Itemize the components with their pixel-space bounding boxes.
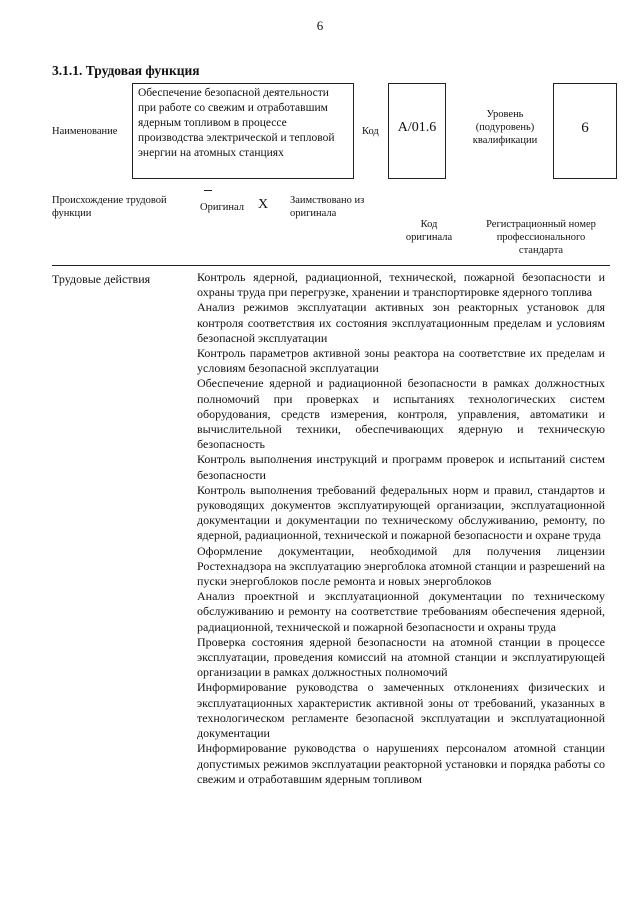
table-top-divider — [52, 265, 610, 266]
list-item: Контроль ядерной, радиационной, технической, пожарной безопасности и охраны труда при перегрузке, хранении и транспортировке ядерного топлива — [197, 270, 605, 300]
qualification-level-label: Уровень (подуровень) квалификации — [472, 109, 538, 146]
borrowed-label: Заимствовано из оригинала — [290, 195, 365, 219]
code-value-box: A/01.6 — [388, 83, 446, 179]
name-label: Наименование — [52, 126, 118, 137]
list-item: Информирование руководства о нарушениях персоналом атомной станции допустимых режимов эксплуатации реакторной установки и порядка работы со свежим и отработавшим ядерным топливом — [197, 741, 605, 786]
list-item: Анализ режимов эксплуатации активных зон реакторных установок для контроля соответствия их состояния эксплуатационным пределам и условиям безопасной эксплуатации — [197, 300, 605, 345]
qualification-level-box: 6 — [553, 83, 617, 179]
list-item: Проверка состояния ядерной безопасности на атомной станции в процессе эксплуатации, проведения комиссий на атомной станции и эксплуатирующей организации в рамках должностных полномочий — [197, 634, 605, 680]
list-item: Оформление документации, необходимой для получения лицензии Ростехнадзора на эксплуатацию энергоблока атомной станции и разрешений на пуски энергоблоков после ремонта и новых энергоблоков — [197, 543, 605, 589]
code-original-label: Код оригинала — [405, 219, 453, 243]
original-mark: X — [258, 197, 269, 212]
registration-number-label: Регистрационный номер профессионального стандарта — [486, 219, 596, 256]
function-name-box: Обеспечение безопасной деятельности при работе со свежим и отработавшим ядерным топливом в процессе производства электрической и тепловой энергии на атомных станциях — [132, 83, 354, 179]
code-label: Код — [362, 126, 379, 137]
section-title: 3.1.1. Трудовая функция — [52, 63, 200, 78]
list-item: Контроль выполнения требований федеральных норм и правил, стандартов и руководящих документов эксплуатирующей организации, эксплуатационной документации и документации по техническому обслуживанию, ремонту, по ядерной, радиационной, технической и пожарной безопасности и охране труда — [197, 482, 605, 543]
original-label: Оригинал — [200, 202, 244, 213]
list-item: Обеспечение ядерной и радиационной безопасности в рамках должностных полномочий при проверках и испытаниях технологических систем оборудования, средств измерения, контроля, управления, автоматики и вычислительной техники, обеспечивающих ядерную и техническую безопасность — [197, 376, 605, 452]
page-number: 6 — [316, 18, 324, 33]
original-dash — [204, 190, 212, 191]
list-item: Информирование руководства о замеченных отклонениях физических и эксплуатационных характеристик активной зоны от требований, указанных в технологическом регламенте безопасной эксплуатации и эксплуатационной документации — [197, 680, 605, 741]
list-item: Контроль выполнения инструкций и программ проверок и испытаний систем безопасности — [197, 452, 605, 482]
actions-list — [197, 270, 605, 787]
origin-label: Происхождение трудовой функции — [52, 195, 167, 219]
list-item: Контроль параметров активной зоны реактора на соответствие их пределам и условиям безопасной эксплуатации — [197, 346, 605, 376]
actions-label: Трудовые действия — [52, 272, 151, 286]
list-item: Анализ проектной и эксплуатационной документации по техническому обслуживанию и ремонту на соответствие требованиям обеспечения ядерной, радиационной, технической и пожарной безопасности и охраны труда — [197, 589, 605, 634]
